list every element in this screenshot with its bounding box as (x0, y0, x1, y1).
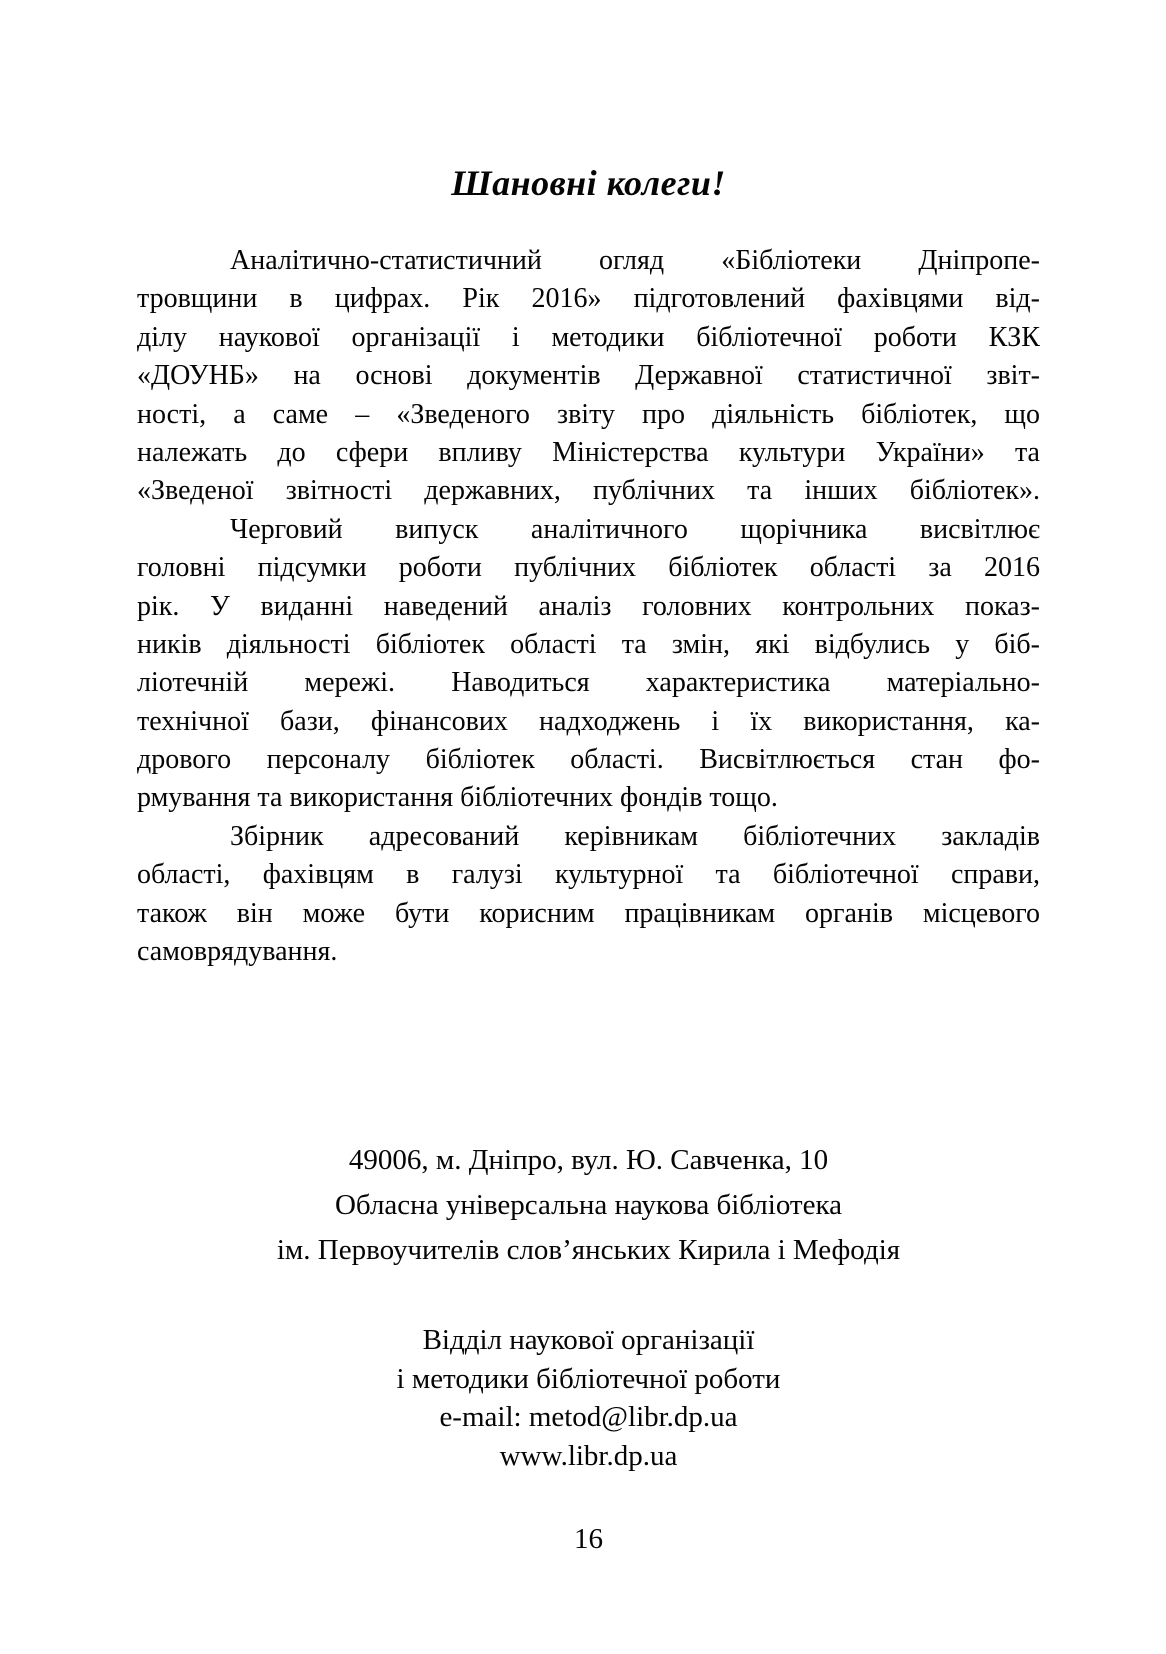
department-line: Відділ наукової організації (422, 1324, 755, 1356)
body-line: області, фахівцям в галузі культурної та бібліотечної справи, (137, 859, 1040, 891)
department-block (137, 1321, 1040, 1475)
address-line: Обласна універсальна наукова бібліотека (334, 1189, 843, 1221)
body-line: ності, а саме – «Зведеного звіту про діяльність бібліотек, що (137, 398, 1040, 430)
body-line: Черговий випуск аналітичного щорічника висвітлює (230, 513, 1040, 545)
address-line: ім. Первоучителів слов’янських Кирила і Мефодія (276, 1234, 901, 1266)
body-line: ників діяльності бібліотек області та змін, які відбулись у біб- (137, 628, 1040, 660)
body-line: рмування та використання бібліотечних фондів тощо. (137, 782, 778, 814)
body-line: дрового персоналу бібліотек області. Висвітлюється стан фо- (137, 744, 1040, 776)
website-line: www.libr.dp.ua (499, 1439, 678, 1472)
page-number: 16 (574, 1523, 603, 1555)
body-line: «Зведеної звітності державних, публічних та інших бібліотек». (137, 475, 1040, 507)
body-line: належать до сфери впливу Міністерства культури України» та (137, 436, 1040, 468)
body-line: самоврядування. (137, 936, 338, 968)
email-line: e-mail: metod@libr.dp.ua (439, 1401, 738, 1433)
body-line: також він може бути корисним працівникам органів місцевого (137, 897, 1040, 929)
address-block (137, 1138, 1040, 1273)
department-line: і методики бібліотечної роботи (396, 1362, 781, 1395)
address-line: 49006, м. Дніпро, вул. Ю. Савченка, 10 (348, 1144, 829, 1176)
body-line: рік. У виданні наведений аналіз головних контрольних показ- (137, 590, 1040, 622)
page-title: Шановні колеги! (451, 163, 726, 203)
body-line: головні підсумки роботи публічних бібліотек області за 2016 (137, 552, 1040, 584)
body-line: тровщини в цифрах. Рік 2016» підготовлений фахівцями від- (137, 283, 1040, 315)
body-line: технічної бази, фінансових надходжень і їх використання, ка- (137, 705, 1040, 737)
body-line: Аналітично-статистичний огляд «Бібліотеки Дніпропе- (230, 245, 1040, 276)
body-line: ліотечній мережі. Наводиться характеристика матеріально- (137, 667, 1040, 699)
body-line: «ДОУНБ» на основі документів Державної статистичної звіт- (137, 360, 1040, 392)
body-text (137, 242, 1040, 971)
body-line: ділу наукової організації і методики бібліотечної роботи КЗК (137, 321, 1040, 353)
body-line: Збірник адресований керівникам бібліотечних закладів (230, 820, 1040, 852)
